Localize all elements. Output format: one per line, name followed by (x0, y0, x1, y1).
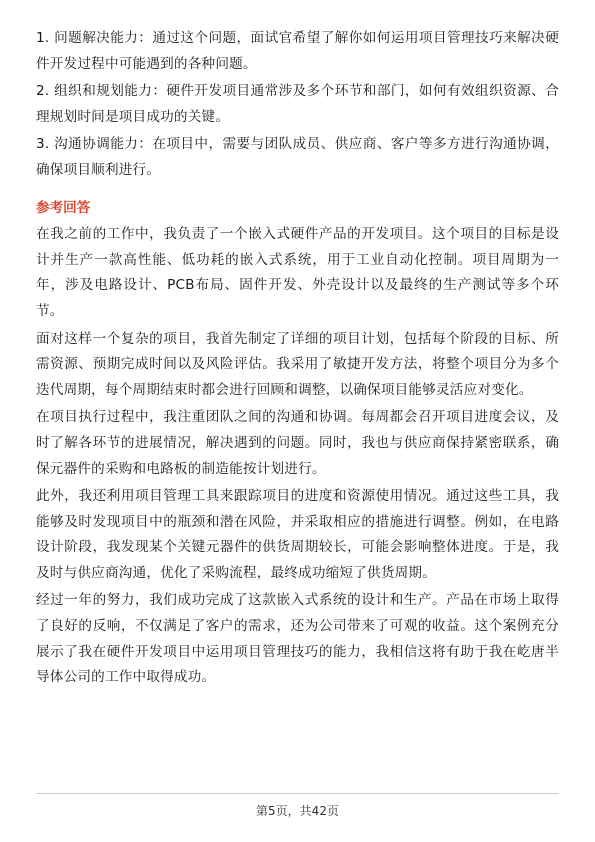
page-number: 第5页，共42页 (256, 804, 339, 818)
answer-paragraph-tools: 此外，我还利用项目管理工具来跟踪项目的进度和资源使用情况。通过这些工具，我能够及时发现项目中的瓶颈和潜在风险，并采取相应的措施进行调整。例如，在电路设计阶段，我发现某个关键元器件的供货周期较长，可能会影响整体进度。于是，我及时与供应商沟通，优化了采购流程，最终成功缩短了供货周期。 (36, 488, 559, 581)
document-page (36, 26, 559, 693)
footer-divider (36, 793, 559, 794)
point-organization-planning: 2. 组织和规划能力：硬件开发项目通常涉及多个环节和部门，如何有效组织资源、合理规划时间是项目成功的关键。 (36, 83, 559, 125)
point-problem-solving: 1. 问题解决能力：通过这个问题，面试官希望了解你如何运用项目管理技巧来解决硬件开发过程中可能遇到的各种问题。 (36, 30, 559, 72)
answer-section-title: 参考回答 (36, 199, 91, 216)
answer-paragraph-result: 经过一年的努力，我们成功完成了这款嵌入式系统的设计和生产。产品在市场上取得了良好的反响，不仅满足了客户的需求，还为公司带来了可观的收益。这个案例充分展示了我在硬件开发项目中运用项目管理技巧的能力，我相信这将有助于我在屹唐半导体公司的工作中取得成功。 (36, 592, 559, 686)
answer-paragraph-intro: 在我之前的工作中，我负责了一个嵌入式硬件产品的开发项目。这个项目的目标是设计并生产一款高性能、低功耗的嵌入式系统，用于工业自动化控制。项目周期为一年，涉及电路设计、PCB布局、固件开发、外壳设计以及最终的生产测试等多个环节。 (36, 226, 559, 319)
point-communication: 3. 沟通协调能力：在项目中，需要与团队成员、供应商、客户等多方进行沟通协调，确保项目顺利进行。 (36, 136, 559, 178)
answer-paragraph-planning: 面对这样一个复杂的项目，我首先制定了详细的项目计划，包括每个阶段的目标、所需资源、预期完成时间以及风险评估。我采用了敏捷开发方法，将整个项目分为多个迭代周期，每个周期结束时都会进行回顾和调整，以确保项目能够灵活应对变化。 (36, 330, 559, 398)
answer-paragraph-execution: 在项目执行过程中，我注重团队之间的沟通和协调。每周都会召开项目进度会议，及时了解各环节的进展情况，解决遇到的问题。同时，我也与供应商保持紧密联系，确保元器件的采购和电路板的制造能按计划进行。 (36, 409, 559, 477)
